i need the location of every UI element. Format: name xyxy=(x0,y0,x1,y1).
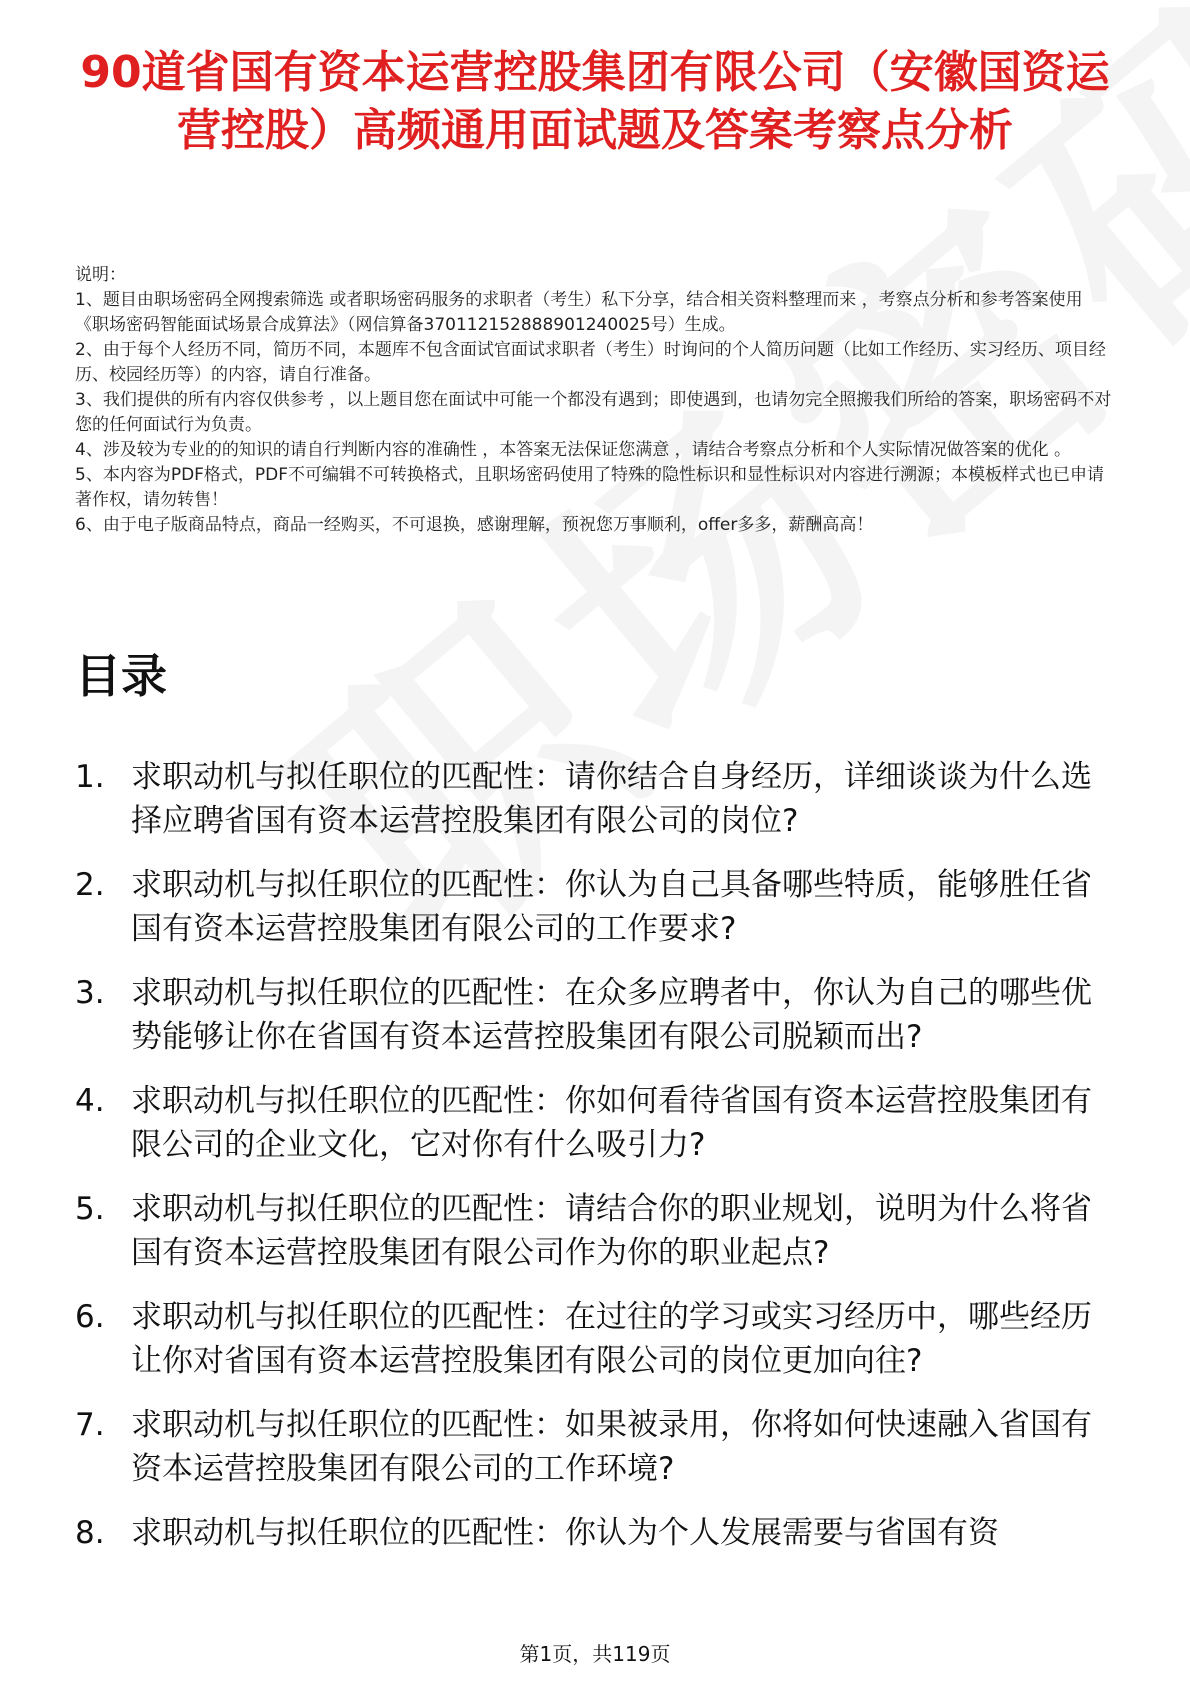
toc-item[interactable] xyxy=(75,1403,1115,1491)
notes-line: 5、本内容为PDF格式，PDF不可编辑不可转换格式，且职场密码使用了特殊的隐性标识和显性标识对内容进行溯源；本模板样式也已申请著作权，请勿转售！ xyxy=(75,465,1105,510)
notes-line: 3、我们提供的所有内容仅供参考 ，以上题目您在面试中可能一个都没有遇到；即使遇到，也请勿完全照搬我们所给的答案，职场密码不对您的任何面试行为负责。 xyxy=(75,390,1112,435)
toc-item-text: 求职动机与拟任职位的匹配性：请你结合自身经历，详细谈谈为什么选择应聘省国有资本运营控股集团有限公司的岗位? xyxy=(131,759,1092,839)
toc-item[interactable] xyxy=(75,863,1115,951)
toc-item-text: 求职动机与拟任职位的匹配性：如果被录用，你将如何快速融入省国有资本运营控股集团有限公司的工作环境? xyxy=(131,1407,1092,1487)
notes-line: 1、题目由职场密码全网搜索筛选 或者职场密码服务的求职者（考生）私下分享，结合相关资料整理而来 ，考察点分析和参考答案使用《职场密码智能面试场景合成算法》（网信算备370112152888901240025号）生成。 xyxy=(75,290,1083,335)
toc-item[interactable] xyxy=(75,1187,1115,1275)
notes-line: 6、由于电子版商品特点，商品一经购买，不可退换，感谢理解，预祝您万事顺利，offer多多，薪酬高高！ xyxy=(75,515,874,535)
toc-item[interactable] xyxy=(75,1079,1115,1167)
toc-item[interactable] xyxy=(75,755,1115,843)
toc-item-text: 求职动机与拟任职位的匹配性：请结合你的职业规划，说明为什么将省国有资本运营控股集团有限公司作为你的职业起点? xyxy=(131,1191,1092,1271)
page-footer: 第1页，共119页 xyxy=(519,1642,671,1666)
toc-item[interactable] xyxy=(75,971,1115,1059)
notes-line: 4、涉及较为专业的的知识的请自行判断内容的准确性 ，本答案无法保证您满意 ，请结合考察点分析和个人实际情况做答案的优化 。 xyxy=(75,440,1072,460)
toc-item[interactable] xyxy=(75,1295,1115,1383)
toc-item-number: 2. xyxy=(75,867,105,903)
toc-item-number: 5. xyxy=(75,1191,105,1227)
toc-item-number: 4. xyxy=(75,1083,105,1119)
toc-item-text: 求职动机与拟任职位的匹配性：你认为自己具备哪些特质，能够胜任省国有资本运营控股集团有限公司的工作要求? xyxy=(131,867,1092,947)
toc-item-text: 求职动机与拟任职位的匹配性：你认为个人发展需要与省国有资 xyxy=(131,1515,999,1551)
toc-item-number: 7. xyxy=(75,1407,105,1443)
toc-heading: 目录 xyxy=(75,649,167,703)
toc-item[interactable] xyxy=(75,1511,1115,1555)
page-title: 90道省国有资本运营控股集团有限公司（安徽国资运营控股）高频通用面试题及答案考察点分析 xyxy=(80,47,1110,156)
toc-item-text: 求职动机与拟任职位的匹配性：你如何看待省国有资本运营控股集团有限公司的企业文化，它对你有什么吸引力? xyxy=(131,1083,1092,1163)
toc-item-number: 3. xyxy=(75,975,105,1011)
toc-list xyxy=(75,755,1115,1575)
toc-item-text: 求职动机与拟任职位的匹配性：在众多应聘者中，你认为自己的哪些优势能够让你在省国有资本运营控股集团有限公司脱颖而出? xyxy=(131,975,1092,1055)
toc-item-number: 8. xyxy=(75,1515,105,1551)
toc-item-number: 1. xyxy=(75,759,105,795)
notes-line: 2、由于每个人经历不同，简历不同，本题库不包含面试官面试求职者（考生）时询问的个人简历问题（比如工作经历、实习经历、项目经历、校园经历等）的内容，请自行准备。 xyxy=(75,340,1106,385)
notes-label: 说明： xyxy=(75,265,126,285)
toc-item-text: 求职动机与拟任职位的匹配性：在过往的学习或实习经历中，哪些经历让你对省国有资本运营控股集团有限公司的岗位更加向往? xyxy=(131,1299,1092,1379)
toc-item-number: 6. xyxy=(75,1299,105,1335)
notes-section xyxy=(75,263,1115,538)
